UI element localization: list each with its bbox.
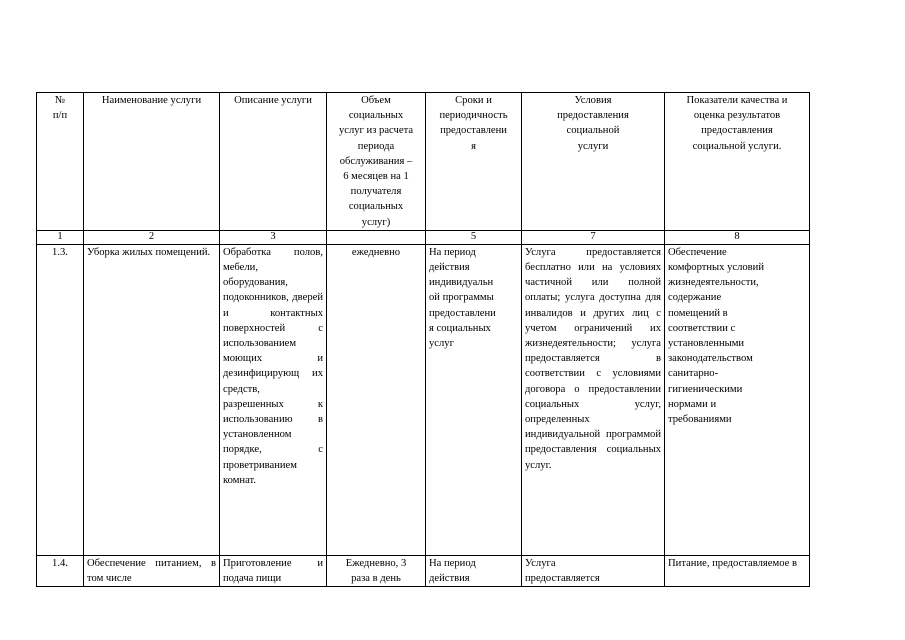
- service-quality: Питание, предоставляемое в: [665, 555, 810, 586]
- service-name: Обеспечение питанием, в том числе: [84, 555, 220, 586]
- service-description: Обработка полов, мебели, оборудования, подоконников, дверей и контактных поверхностей с использованием моющих и дезинфицирующ их средств, разрешенных к использованию в установленном порядке, с проветриванием комнат.: [220, 244, 327, 555]
- row-number: 1.3.: [37, 244, 84, 555]
- header-number: № п/п: [37, 93, 84, 231]
- column-number: 5: [426, 230, 522, 244]
- service-name: Уборка жилых помещений.: [84, 244, 220, 555]
- column-number-row: [37, 230, 810, 244]
- header-terms: Сроки и периодичность предоставлени я: [426, 93, 522, 231]
- table-row: [37, 244, 810, 555]
- service-terms: На период действия: [426, 555, 522, 586]
- header-volume: Объем социальных услуг из расчета периода обслуживания – 6 месяцев на 1 получателя социальных услуг): [327, 93, 426, 231]
- social-services-table: [36, 92, 810, 587]
- header-service-description: Описание услуги: [220, 93, 327, 231]
- header-quality: Показатели качества и оценка результатов предоставления социальной услуги.: [665, 93, 810, 231]
- column-number: 2: [84, 230, 220, 244]
- column-number: 7: [522, 230, 665, 244]
- header-service-name: Наименование услуги: [84, 93, 220, 231]
- service-description: Приготовление и подача пищи: [220, 555, 327, 586]
- service-conditions: Услуга предоставляется бесплатно или на условиях частичной или полной оплаты; услуга доступна для инвалидов и других лиц с учетом ограничений их жизнедеятельности; услуга предоставляется в соответствии с условиями договора о предоставлении социальных услуг, определенных индивидуальной программой предоставления социальных услуг.: [522, 244, 665, 555]
- service-terms: На период действия индивидуальн ой программы предоставлени я социальных услуг: [426, 244, 522, 555]
- service-volume: ежедневно: [327, 244, 426, 555]
- service-quality: Обеспечение комфортных условий жизнедеятельности, содержание помещений в соответствии с установленными законодательством санитарно- гигиеническими нормами и требованиями: [665, 244, 810, 555]
- service-volume: Ежедневно, 3 раза в день: [327, 555, 426, 586]
- header-conditions: Условия предоставления социальной услуги: [522, 93, 665, 231]
- table-row: [37, 555, 810, 586]
- table-header-row: [37, 93, 810, 231]
- column-number: [327, 230, 426, 244]
- column-number: 8: [665, 230, 810, 244]
- row-number: 1.4.: [37, 555, 84, 586]
- column-number: 3: [220, 230, 327, 244]
- column-number: 1: [37, 230, 84, 244]
- service-conditions: Услуга предоставляется: [522, 555, 665, 586]
